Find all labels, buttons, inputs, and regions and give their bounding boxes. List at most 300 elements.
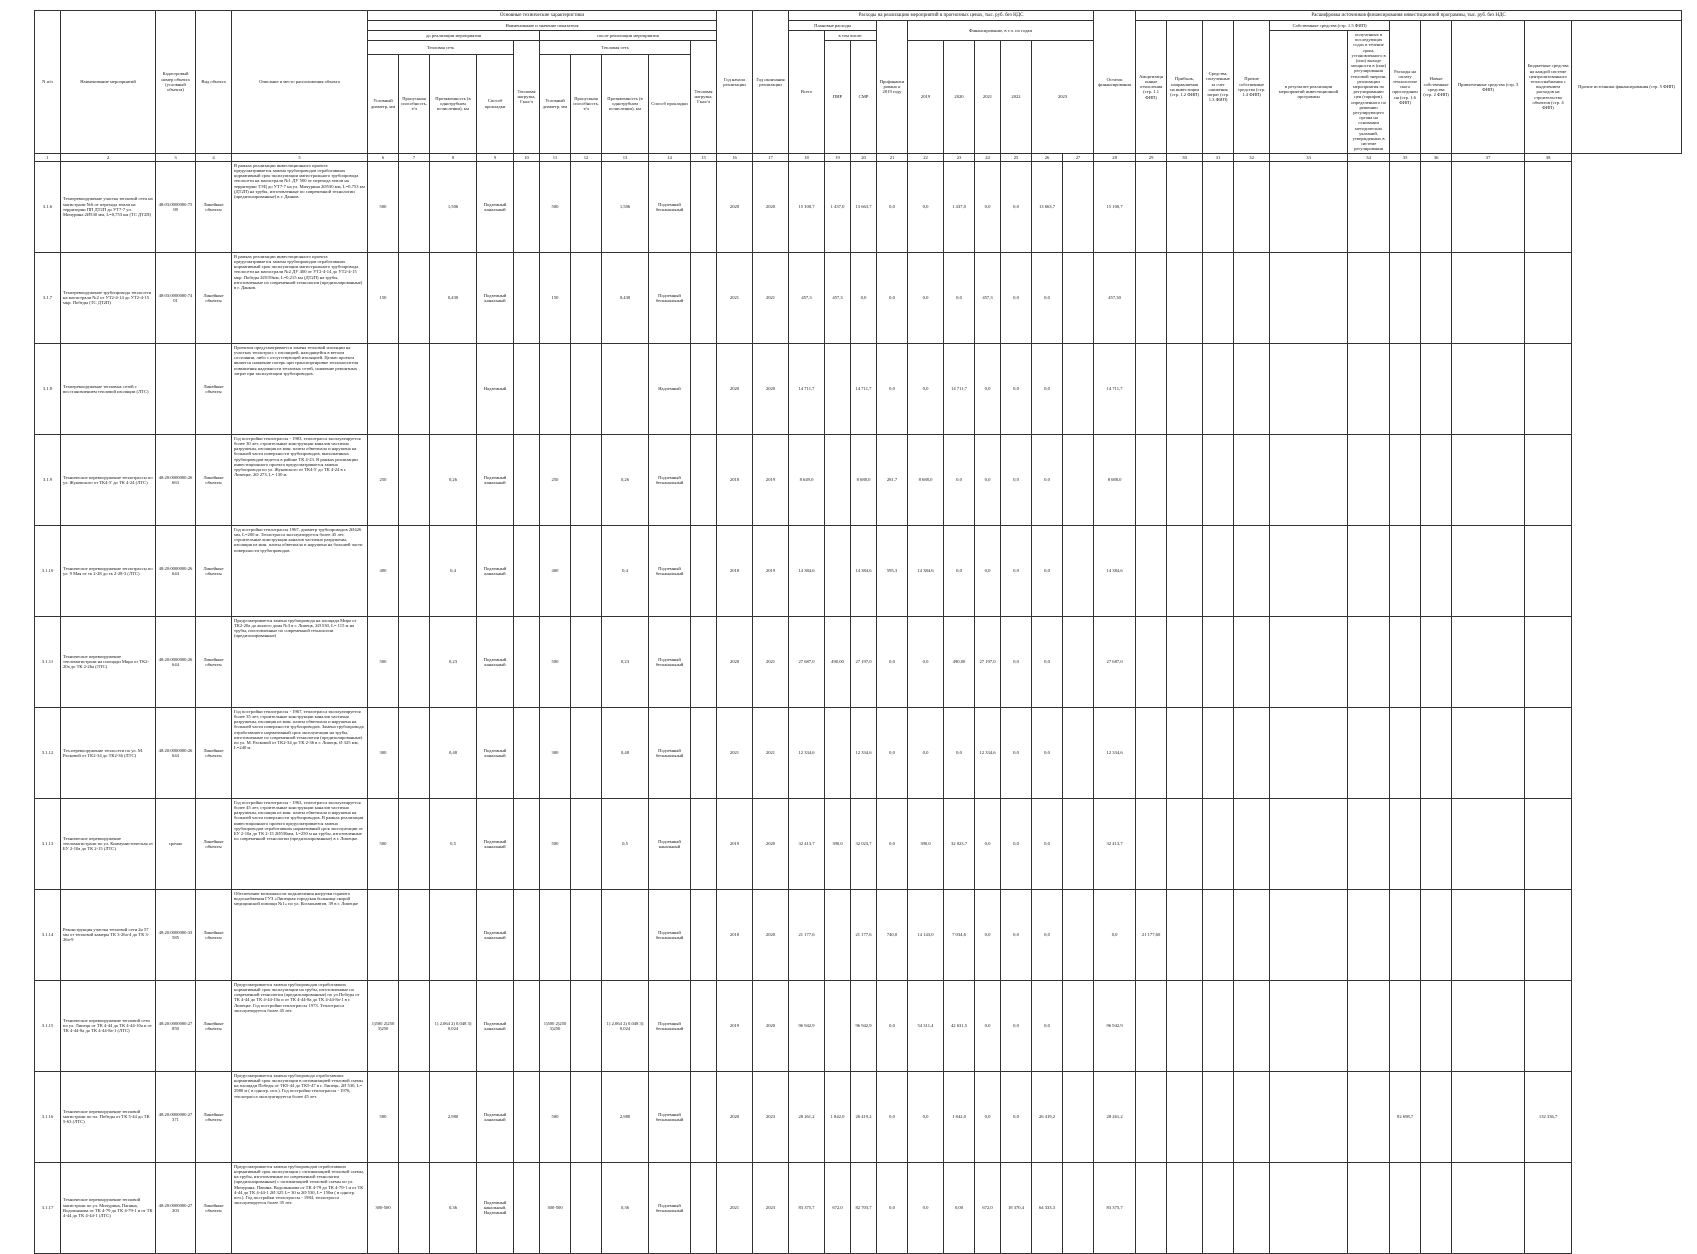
cell-oo (1203, 161, 1234, 252)
cell-rem (1063, 980, 1094, 1071)
cell-cad: 48:20:0000000:33585 (156, 889, 196, 980)
cell-y20: 1 842,0 (944, 1071, 975, 1162)
cell-name: Техперевооружение участка тепловой сети на магистрали №6 от перехода земли на территории ПП ДТ2П до УТ7-7 ул. Мичурина 2Ø530 мм, L=0,753 км (ТС ДТ2П) (61, 161, 156, 252)
cell-y22: 0,0 (1001, 889, 1032, 980)
cell-l1: 1,506 (430, 161, 477, 252)
col-laying: Способ прокладки (477, 54, 514, 153)
group-tech-sub: Наименование и значение показателя (368, 21, 717, 31)
cell-y21: 0,0 (975, 980, 1001, 1071)
cell-bu (1452, 1071, 1525, 1162)
cell-desc: Предусматривается замена трубопровода отработавших нормативный срок эксплуатации в оптимизацией тепловой схемы на площади Победы от ТК5-44 до ТК5-47 в г. Липецк, 2Ø 530, L= 2980 м ( в однотр. исч.). Год постройки теплотрассы - 1976, теплотрасса эксплуатируется более 45 лет. (232, 1071, 368, 1162)
cell-pr (1136, 980, 1167, 1071)
column-number-cell: 31 (1203, 153, 1234, 161)
cell-y22: 0,0 (1001, 1071, 1032, 1162)
cell-t2 (571, 1071, 602, 1162)
cell-sv (1167, 252, 1203, 343)
cell-d2: 500 (540, 161, 571, 252)
cell-pr: 21 177,60 (1136, 889, 1167, 980)
group-own: Собственные средства (стр. 1.5 ФИП) (1270, 21, 1390, 31)
cell-t1 (399, 1071, 430, 1162)
cell-t2 (571, 707, 602, 798)
cell-t1 (399, 343, 430, 434)
cell-p1: Подземный канальный (477, 980, 514, 1071)
cell-y22: 0,0 (1001, 980, 1032, 1071)
cell-desc: Год постройки теплотрассы - 1967, теплотрасса эксплуатируется более 35 лет, строительные конструкции каналов частично разрушены, изоляция из мин. плиты обветшала и нарушена на большей части поверхности трубопроводов. Замена трубопровода отработавшего нормативный срок эксплуатации на трубы, изготовленные по современной технологии (предизолированные) по ул. М. Расковой от ТК2-34 до ТК 2-36 в г. Липецк, Ø 325 мм, L=240 м. (232, 707, 368, 798)
cell-q1 (514, 889, 540, 980)
cell-pir (825, 434, 851, 525)
cell-sv (1167, 980, 1203, 1071)
cell-am: 32 413,7 (1094, 798, 1136, 889)
cell-smr: 21 177,6 (851, 889, 877, 980)
col-financed: Профинансировано к 2019 году (877, 21, 908, 154)
cell-t1 (399, 980, 430, 1071)
column-number-cell: 13 (602, 153, 649, 161)
col-saving: Средства, полученные за счет снижения затрат (стр. 1.3 ФИП) (1203, 21, 1234, 154)
col-length: Протяженность (в однотрубном исчислении), км (430, 54, 477, 153)
cell-bu (1452, 525, 1525, 616)
cell-cad: 48:20:0000000:26663 (156, 434, 196, 525)
col-year-end: Год окончания реализации (753, 11, 789, 154)
cell-fin: 0,0 (877, 798, 908, 889)
cell-t2 (571, 889, 602, 980)
cell-bo (1421, 707, 1452, 798)
col-year-start: Год начала реализации (717, 11, 753, 154)
cell-am: 96 942,9 (1094, 980, 1136, 1071)
cell-ye: 2020 (753, 889, 789, 980)
column-number-cell: 23 (944, 153, 975, 161)
cell-smr: 13 663,7 (851, 161, 877, 252)
cell-el (1270, 161, 1348, 252)
column-number-cell: 22 (908, 153, 944, 161)
cell-smr: 27 197,0 (851, 616, 877, 707)
cell-rem (1063, 252, 1094, 343)
col-y2023: 2023 (1032, 41, 1094, 154)
cell-el (1270, 616, 1348, 707)
cell-sv (1167, 434, 1203, 525)
col-borrowed: Привлеченные средства (стр. 3 ФИП) (1452, 21, 1525, 154)
group-incl: в том числе: (825, 31, 877, 41)
cell-t1 (399, 252, 430, 343)
cell-bu (1452, 798, 1525, 889)
cell-type: Линейные объекты (196, 798, 232, 889)
cell-y23: 0,0 (1032, 252, 1063, 343)
cell-l2: 0,4 (602, 525, 649, 616)
column-number-cell: 37 (1452, 153, 1525, 161)
cell-bo (1421, 434, 1452, 525)
cell-ys: 2020 (717, 161, 753, 252)
cell-am: 8 688,0 (1094, 434, 1136, 525)
cell-t1 (399, 798, 430, 889)
cell-fin: 0,0 (877, 161, 908, 252)
cell-n: 3.1.10 (35, 525, 61, 616)
cell-type: Линейные объекты (196, 525, 232, 616)
cell-ys: 2021 (717, 1162, 753, 1253)
column-number-cell: 6 (368, 153, 399, 161)
cell-y22: 0,0 (1001, 252, 1032, 343)
cell-cad: 48:03:0000000:7508 (156, 161, 196, 252)
cell-y23: 0,0 (1032, 343, 1063, 434)
cell-cn (1348, 798, 1390, 889)
cell-y21: 0,0 (975, 525, 1001, 616)
cell-rem (1063, 707, 1094, 798)
cell-t2 (571, 980, 602, 1071)
col-new-borrowed: Новые собственные средства (стр. 2 ФИП) (1421, 21, 1452, 154)
cell-er (1234, 616, 1270, 707)
col-name: Наименование мероприятий (61, 11, 156, 154)
cell-ye: 2020 (753, 798, 789, 889)
cell-n: 3.1.16 (35, 1071, 61, 1162)
cell-smr: 82 703,7 (851, 1162, 877, 1253)
cell-l2: 0,36 (602, 1162, 649, 1253)
column-number-cell: 9 (477, 153, 514, 161)
cell-y21: 27 197,0 (975, 616, 1001, 707)
cell-y23: 26 419,2 (1032, 1071, 1063, 1162)
column-number-cell: 1 (35, 153, 61, 161)
cell-sv (1167, 616, 1203, 707)
cell-pir (825, 980, 851, 1071)
cell-bo (1421, 161, 1452, 252)
group-after: после реализации мероприятия (540, 31, 717, 41)
cell-t2 (571, 161, 602, 252)
cell-bu (1452, 161, 1525, 252)
cell-tot: 96 942,9 (789, 980, 825, 1071)
cell-tot: 15 100,7 (789, 161, 825, 252)
cell-y23: 0,0 (1032, 980, 1063, 1071)
cell-er (1234, 252, 1270, 343)
cell-tot: 14 711,7 (789, 343, 825, 434)
cell-d1: 500 (368, 798, 399, 889)
cell-el (1270, 1162, 1348, 1253)
cell-p1: Подземный канальный (477, 252, 514, 343)
cell-l1 (430, 343, 477, 434)
cell-d1: 400 (368, 525, 399, 616)
cell-smr: 96 942,9 (851, 980, 877, 1071)
cell-p2: Подземный бесканальный (649, 161, 691, 252)
cell-el (1270, 525, 1348, 616)
cell-oo (1203, 980, 1234, 1071)
cell-am: 12 334,6 (1094, 707, 1136, 798)
cell-bu (1452, 616, 1525, 707)
cell-y20: 0,0 (944, 525, 975, 616)
cell-type: Линейные объекты (196, 616, 232, 707)
cell-n: 3.1.12 (35, 707, 61, 798)
table-row (35, 1071, 1682, 1162)
cell-y21: 12 334,6 (975, 707, 1001, 798)
cell-ye: 2021 (753, 252, 789, 343)
cell-ys: 2021 (717, 252, 753, 343)
cell-n: 3.1.8 (35, 343, 61, 434)
cell-y19: 54 311,4 (908, 980, 944, 1071)
cell-el (1270, 1071, 1348, 1162)
cell-t2 (571, 434, 602, 525)
table-row (35, 161, 1682, 252)
cell-pr (1136, 525, 1167, 616)
column-number-row (35, 153, 1682, 161)
cell-l2: 0,5 (602, 798, 649, 889)
table-row (35, 252, 1682, 343)
cell-l2: 0,430 (602, 252, 649, 343)
cell-l2: 1,506 (602, 161, 649, 252)
cell-oo (1203, 525, 1234, 616)
col-other-sources: Прочие источники финансирования (стр. 5 ФИП) (1572, 21, 1682, 154)
cell-sv (1167, 707, 1203, 798)
cell-q2 (691, 525, 717, 616)
cell-d1: 150 (368, 252, 399, 343)
cell-cad: 48:20:0000000:27371 (156, 1071, 196, 1162)
cell-oo (1203, 252, 1234, 343)
cell-q1 (514, 616, 540, 707)
cell-y23: 13 663,7 (1032, 161, 1063, 252)
cell-bu (1452, 980, 1525, 1071)
cell-y21: 0,0 (975, 434, 1001, 525)
cell-n: 3.1.7 (35, 252, 61, 343)
cell-t1 (399, 525, 430, 616)
cell-d1: 300 (368, 707, 399, 798)
cell-desc: В рамках реализации инвестиционного проекта предусматривается замена трубопроводов отработавших нормативный срок эксплуатации магистрального трубопровода теплосети на магистрали №1 ДУ 500 от перехода земли на территории ТЭЦ до УТ7-7 на ул. Мичурина 2Ø530 мм, L=0,753 км (ДТ2П) на трубы, изготовленные по современной технологии (предизолированные) в г. Данков. (232, 161, 368, 252)
cell-n: 3.1.9 (35, 434, 61, 525)
cell-type: Линейные объекты (196, 980, 232, 1071)
cell-y23: 0,0 (1032, 798, 1063, 889)
cell-er (1234, 1162, 1270, 1253)
cell-p2: Подземный бесканальный (649, 252, 691, 343)
cell-p1: Подземный канальный (477, 889, 514, 980)
col-diam2: Условный диаметр, мм (540, 54, 571, 153)
cell-l2: 0,23 (602, 616, 649, 707)
cell-ys: 2019 (717, 980, 753, 1071)
cell-os (1525, 798, 1572, 889)
cell-n: 3.1.17 (35, 1162, 61, 1253)
cell-pir: 457,3 (825, 252, 851, 343)
cell-l2 (602, 343, 649, 434)
cell-os (1525, 252, 1572, 343)
cell-tot: 12 334,6 (789, 707, 825, 798)
cell-am: 27 687,0 (1094, 616, 1136, 707)
cell-desc: В рамках реализации инвестиционного проекта предусматривается замена трубопроводов отработавших нормативный срок эксплуатации магистрального трубопровода теплосети на магистрали №2 ДУ 400 от УТ2-4-14 до УТ2-4-15 мкр. Победы 2Ø159мм, L=0,215 км (ДТ2П) на трубы, изготовленные по современной технологии (предизолированные) в г. Данков. (232, 252, 368, 343)
cell-y22: 0,0 (1001, 434, 1032, 525)
column-number-cell: 34 (1348, 153, 1390, 161)
cell-os (1525, 707, 1572, 798)
cell-name: Реконструкция участка тепловой сети 2ø 57 мм от тепловой камеры ТК 3-26а-4 до ТК 3-26а-9 (61, 889, 156, 980)
cell-rem (1063, 616, 1094, 707)
column-number-cell: 20 (851, 153, 877, 161)
cell-oo (1203, 707, 1234, 798)
cell-t1 (399, 616, 430, 707)
cell-pir (825, 525, 851, 616)
cell-pr (1136, 252, 1167, 343)
cell-d1: 500 (368, 616, 399, 707)
cell-name: Техническое перевооружение тепломагистрали на площади Мира от ТК2-20а до ТК 2-26а (ЛТС) (61, 616, 156, 707)
cell-bo (1421, 1071, 1452, 1162)
cell-tot: 83 375,7 (789, 1162, 825, 1253)
cell-fin: 0,0 (877, 343, 908, 434)
cell-rem (1063, 161, 1094, 252)
cell-cn (1348, 161, 1390, 252)
cell-desc: Предусматривается замена трубопроводов отработавших нормативный срок эксплуатации на трубы, изготовленные по современной технологии (предизолированные) по ул.Победы от ТК 4-44 до ТК 4-44-10а и от ТК 4-44-8а до ТК 4-44-8а-1 в г. Липецке. Год постройки теплотрассы 1973. Теплотрасса эксплуатируется более 45 лет. (232, 980, 368, 1071)
cell-y20: 1 437,0 (944, 161, 975, 252)
cell-name: Техническое перевооружение тепловой магистрали по пл. Победы от ТК 5-44 до ТК 5-63 (ЛТС) (61, 1071, 156, 1162)
cell-d1: 250 (368, 434, 399, 525)
cell-y21: 0,0 (975, 343, 1001, 434)
cell-y22: 0,0 (1001, 343, 1032, 434)
cell-p1: Подземный канальный (477, 798, 514, 889)
cell-cad (156, 343, 196, 434)
cell-q2 (691, 980, 717, 1071)
col-pir: ПИР (825, 41, 851, 154)
cell-pir: 490,00 (825, 616, 851, 707)
cell-ye: 2023 (753, 1162, 789, 1253)
column-number-cell: 19 (825, 153, 851, 161)
cell-t2 (571, 252, 602, 343)
cell-cn (1348, 1071, 1390, 1162)
cell-y20: 42 631,5 (944, 980, 975, 1071)
cell-oo (1203, 343, 1234, 434)
cell-fin: 0,0 (877, 707, 908, 798)
cell-name: Техническое перевооружение тепломагистрали по ул. Коммунистическая от БУ 2-10а до ТК 2-15 (ЛТС) (61, 798, 156, 889)
cell-tot: 32 413,7 (789, 798, 825, 889)
cell-bo (1421, 252, 1452, 343)
cell-ye: 2019 (753, 525, 789, 616)
cell-desc: Год постройки теплотрассы 1967, диаметр трубопроводов 2Ø426 мм, L=200 м. Теплотрасса эксплуатируется более 45 лет, строительные конструкции каналов частично разрушены, изоляция из мин. плиты обветшала и нарушена на большей части поверхности трубопроводов. (232, 525, 368, 616)
cell-p1: Подземный канальный (477, 616, 514, 707)
cell-d1: 300-500 (368, 1162, 399, 1253)
cell-sv (1167, 798, 1203, 889)
table-row (35, 707, 1682, 798)
col-econ-long: полученных в последующих годах в течение срока, установленного в (или) выходе мощности в (или) регулирования тепловой энергии, реализации мероприятия по регулированию цен (тарифов), определенного по решению регулирующего органа на основании методических указаний, утвержденных в системе регулирования (1348, 31, 1390, 154)
cell-d2 (540, 343, 571, 434)
col-total: Всего (789, 31, 825, 154)
col-throughput2: Пропускная способность, т/ч (571, 54, 602, 153)
cell-cn (1348, 343, 1390, 434)
cell-p2: Подземный канальный (649, 798, 691, 889)
cell-tot: 27 687,0 (789, 616, 825, 707)
cell-cn (1348, 252, 1390, 343)
cell-cn (1348, 434, 1390, 525)
cell-t1 (399, 434, 430, 525)
cell-y22: 0,0 (1001, 707, 1032, 798)
cell-p2: Подземный бесканальный (649, 525, 691, 616)
table-row (35, 616, 1682, 707)
cell-er (1234, 434, 1270, 525)
cell-l1: 0,48 (430, 707, 477, 798)
cell-y23: 0,0 (1032, 889, 1063, 980)
cell-l2: 2,980 (602, 1071, 649, 1162)
cell-cn (1348, 525, 1390, 616)
col-y2021: 2021 (975, 41, 1001, 154)
table-row (35, 980, 1682, 1071)
col-diam: Условный диаметр, мм (368, 54, 399, 153)
cell-y19: 14 143,0 (908, 889, 944, 980)
cell-sv (1167, 889, 1203, 980)
cell-p1: Подземный канальный (477, 434, 514, 525)
cell-os (1525, 889, 1572, 980)
cell-sv (1167, 1162, 1203, 1253)
column-number-cell: 26 (1032, 153, 1063, 161)
cell-y20: 490,00 (944, 616, 975, 707)
cell-y22: 0,0 (1001, 525, 1032, 616)
investment-program-table (34, 10, 1682, 1254)
cell-n: 3.1.14 (35, 889, 61, 980)
column-number-cell: 11 (540, 153, 571, 161)
cell-l1: 0,4 (430, 525, 477, 616)
cell-q2 (691, 707, 717, 798)
cell-rem (1063, 525, 1094, 616)
column-number-cell: 18 (789, 153, 825, 161)
column-number-cell: 27 (1063, 153, 1094, 161)
table-body (35, 161, 1682, 1253)
column-number-cell: 8 (430, 153, 477, 161)
cell-smr: 26 419,2 (851, 1071, 877, 1162)
cell-p2: Подземный бесканальный (649, 889, 691, 980)
cell-y19: 0,0 (908, 1071, 944, 1162)
cell-p1: Подземный канальный (477, 707, 514, 798)
cell-y23: 0,0 (1032, 525, 1063, 616)
cell-d2: 250 (540, 434, 571, 525)
cell-smr: 0,0 (851, 252, 877, 343)
cell-os (1525, 980, 1572, 1071)
cell-name: Техническое перевооружение тепловой магистрали по ул. Мичурина, Папина, Водопьянова от ТК 4-79 до ТК 4-79-1 и от ТК 4-44 до ТК 4-44-1 (ЛТС) (61, 1162, 156, 1253)
cell-l1: 0,36 (430, 1162, 477, 1253)
cell-y23: 0,0 (1032, 434, 1063, 525)
cell-p1: Подземный канальный (477, 525, 514, 616)
cell-y20: 0,0 (944, 434, 975, 525)
cell-cad: 48:03:0000000:7401 (156, 252, 196, 343)
cell-bu (1452, 434, 1525, 525)
cell-q1 (514, 798, 540, 889)
cell-os (1525, 1162, 1572, 1253)
cell-y21: 457,3 (975, 252, 1001, 343)
cell-p2: Подземный бесканальный (649, 616, 691, 707)
cell-y19: 0,0 (908, 1162, 944, 1253)
cell-p2: Подземный бесканальный (649, 980, 691, 1071)
cell-am: 0,0 (1094, 889, 1136, 980)
cell-n: 3.1.15 (35, 980, 61, 1071)
cell-y19: 0,0 (908, 343, 944, 434)
cell-y19: 0,0 (908, 252, 944, 343)
cell-pir: 390,0 (825, 798, 851, 889)
cell-er (1234, 343, 1270, 434)
cell-y19: 390,0 (908, 798, 944, 889)
cell-q2 (691, 616, 717, 707)
cell-y22: 0,0 (1001, 616, 1032, 707)
cell-name: Техперевооружение тепловых сетей с восстановлением тепловой изоляции (ЛТС) (61, 343, 156, 434)
column-number-cell: 14 (649, 153, 691, 161)
cell-ye: 2019 (753, 434, 789, 525)
cell-bo (1421, 1162, 1452, 1253)
cell-q1 (514, 980, 540, 1071)
cell-sv (1167, 161, 1203, 252)
cell-am: 457,30 (1094, 252, 1136, 343)
cell-fin: 0,0 (877, 616, 908, 707)
column-number-cell: 32 (1234, 153, 1270, 161)
cell-er (1234, 161, 1270, 252)
cell-bo (1421, 798, 1452, 889)
cell-name: Техперевооружение трубопровода теплосети на магистрали №2 от УТ2-4-14 до УТ2-4-15 мкр. Победы (ТС ДТ2П) (61, 252, 156, 343)
cell-q1 (514, 252, 540, 343)
cell-os (1525, 434, 1572, 525)
cell-type: Линейные объекты (196, 343, 232, 434)
cell-type: Линейные объекты (196, 889, 232, 980)
cell-desc: Обеспечение возможности подключения нагрузки горячего водоснабжения ГУЗ «Липецкая городская больница скорой медицинской помощи №1» по ул. Космонавтов, 39 в г. Липецке (232, 889, 368, 980)
cell-er (1234, 798, 1270, 889)
cell-os: 132 336,7 (1525, 1071, 1572, 1162)
cell-sv (1167, 525, 1203, 616)
cell-y21: 0,0 (975, 161, 1001, 252)
cell-q1 (514, 1162, 540, 1253)
cell-d1: 500 (368, 161, 399, 252)
cell-d2: 400 (540, 525, 571, 616)
group-tech: Основные технические характеристики (368, 11, 717, 21)
cell-q1 (514, 707, 540, 798)
